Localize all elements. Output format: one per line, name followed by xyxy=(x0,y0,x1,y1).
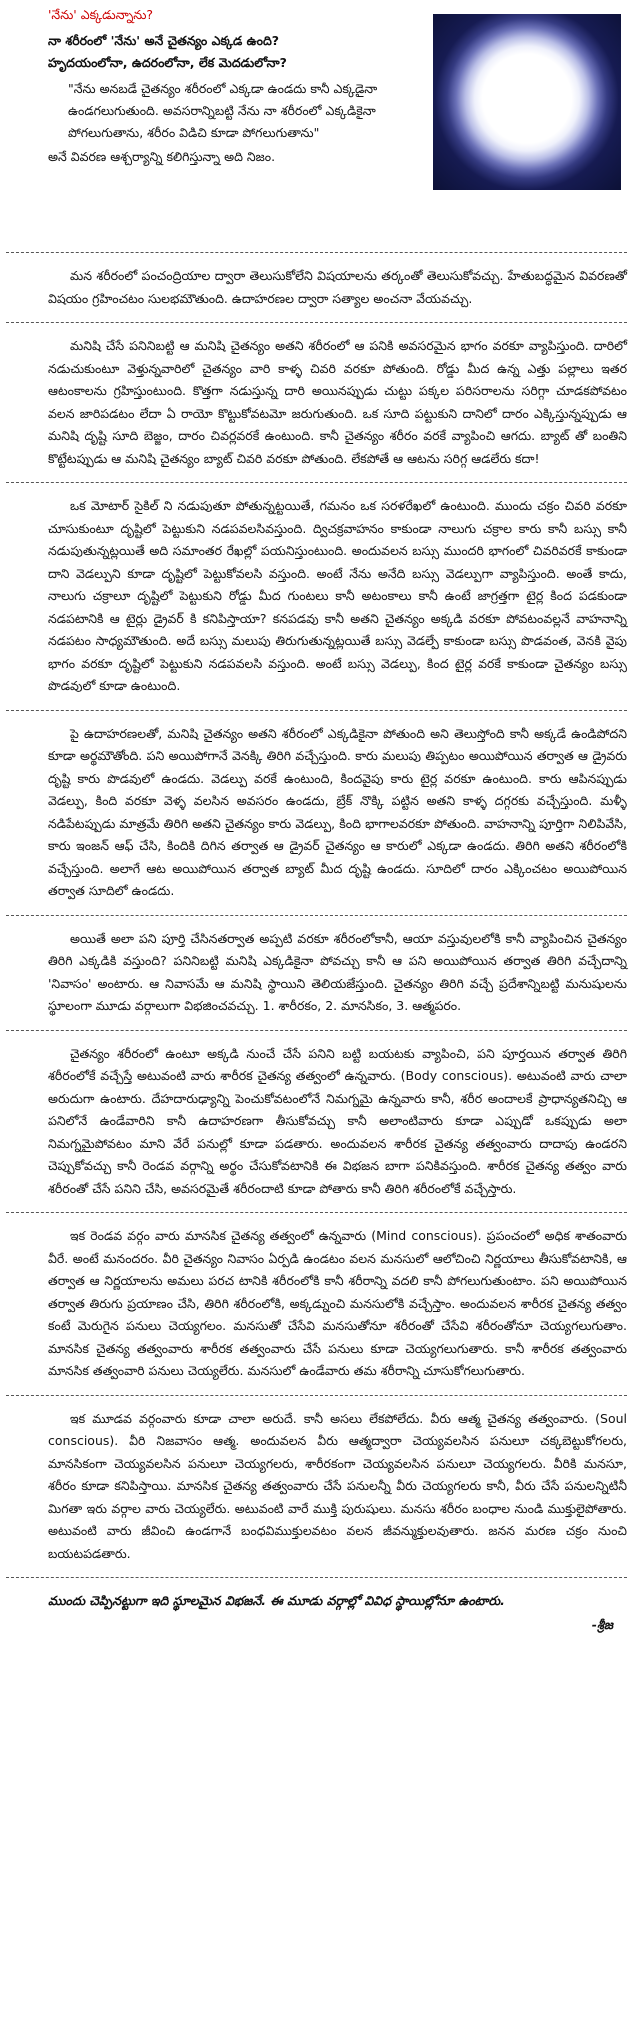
intro-question-1: నా శరీరంలో 'నేను' అనే చైతన్యం ఎక్కడ ఉంది? xyxy=(48,33,280,48)
divider xyxy=(6,322,627,323)
article-title: 'నేను' ఎక్కడున్నాను? xyxy=(48,7,154,22)
divider xyxy=(6,1030,627,1031)
orb-glow xyxy=(433,14,621,190)
divider xyxy=(6,1212,627,1213)
paragraph-3: ఒక మోటార్ సైకిల్ ని నడుపుతూ పోతున్నట్టయితే, గమనం ఒక సరళరేఖలో ఉంటుంది. ముందు చక్రం చివరి వరకూ చూసుకుంటూ దృష్టిలో పెట్టుకుని నడపవలసివస్తుంది. ద్విచక్రవాహనం కాకుండా నాలుగు చక్రాల కారు కానీ బస్సు కానీ నడుపుతున్నట్లయితే అది సమాంతర రేఖల్లో పయనిస్తుంటుంది. అందువలన బస్సు ముందరి భాగంలో చివరివరకే కాకుండా దాని వెడల్పుని కూడా దృష్టిలో పెట్టుకోవలసి వస్తుంది. అంటే నేను అనేది బస్సు వెడల్పుగా వ్యాపిస్తుంది. అంతే కాదు, నాలుగు చక్రాలూ దృష్టిలో పెట్టుకుని రోడ్డు మీద గుంటలు కానీ అటంకాలు కానీ ఉంటే జాగ్రత్తగా టైర్ల కింద పడకుండా నడపటానికి ఆ టైర్లు డ్రైవర్ కి కనిపిస్తాయా? కనపడవు కానీ అతని చైతన్యం అక్కడి వరకూ పోవటంవల్లనే వాహనాన్ని నడపటం సాధ్యమౌతుంది. అదే బస్సు మలుపు తిరుగుతున్నట్లయితే బస్సు వెడల్పే కాకుండా బస్సు పొడవంత, వెనకి వైపు భాగం వరకూ దృష్టిలో పెట్టుకుని నడపవలసి వస్తుంది. అంటే బస్సు వెడల్పు, కింద టైర్ల వరకే కాకుండా చైతన్యం బస్సు పొడవులో కూడా ఉంటుంది. xyxy=(48,498,627,693)
divider xyxy=(6,710,627,711)
glowing-orb-image xyxy=(433,14,621,190)
divider xyxy=(6,1577,627,1578)
divider xyxy=(6,1395,627,1396)
paragraph-1: మన శరీరంలో పంచంద్రియాల ద్వారా తెలుసుకోలేని విషయాలను తర్కంతో తెలుసుకోవచ్చు. హేతుబద్ధమైన వివరణతో విషయం గ్రహించటం సులభమౌతుంది. ఉదాహరణల ద్వారా సత్యాల అంచనా వేయవచ్చు. xyxy=(48,268,627,306)
divider xyxy=(6,252,627,253)
paragraph-2: మనిషి చేసే పనినిబట్టి ఆ మనిషి చైతన్యం అతని శరీరంలో ఆ పనికి అవసరమైన భాగం వరకూ వ్యాపిస్తుంది. దారిలో నడుచుకుంటూ వెళ్తున్నవారిలో చైతన్యం వారి కాళ్ళ చివరి వరకూ పోతుంది. రోడ్డు మీద ఉన్న ఎత్తు పల్లాలు ఇతర ఆటంకాలను గ్రహిస్తుంటుంది. కొత్తగా నడుస్తున్న దారి అయినప్పుడు చుట్టు పక్కల పరిసరాలను సరిగ్గా చూడకపోవటం వలన జారిపడటం లేదా ఏ రాయో కొట్టుకోవటమో జరుగుతుంది. ఒక సూది పట్టుకుని దానిలో దారం ఎక్కిస్తున్నప్పుడు ఆ మనిషి దృష్టి సూది బెజ్జం, దారం చివర్లవరకే ఉంటుంది. కానీ చైతన్యం శరీరం వరకే వ్యాపించి ఆగదు. బ్యాట్ తో బంతిని కొట్టేటప్పుడు ఆ మనిషి చైతన్యం బ్యాట్ చివరి వరకూ పోతుంది. లేకపోతే ఆ ఆటను సరిగ్గ ఆడలేరు కదా! xyxy=(48,338,627,466)
closing-note: ముందు చెప్పినట్టుగా ఇది స్థూలమైన విభజనే. ఈ మూడు వర్గాల్లో వివిధ స్థాయిల్లోనూ ఉంటారు. xyxy=(48,1593,505,1608)
paragraph-7: ఇక రెండవ వర్గం వారు మానసిక చైతన్య తత్వంలో ఉన్నవారు (Mind conscious). ప్రపంచంలో అధిక శాతంవారు వీరే. అంటే మనందరం. వీరి చైతన్యం నివాసం ఏర్పడి ఉండటం వలన మనసులో ఆలోచించి నిర్ణయాలు తీసుకోవటానికి, ఆ తర్వాత ఆ నిర్ణయాలను అమలు పరచ టానికి శరీరంలోకి కానీ శరీరాన్ని వదలి కానీ పోగలుగుతుంటాం. పని అయిపోయిన తర్వాత తిరుగు ప్రయాణం చేసి, తిరిగి శరీరంలోకి, అక్కడ్నుంచి మనసులోకి వచ్చేస్తాం. అందువలన శారీరక చైతన్య తత్వం కంటే మెరుగైన పనులు చెయ్యగలం. మనసుతో చేసేవి మనసుతోనూ శరీరంతో చేసేవి శరీరంతోనూ చెయ్యగలుగుతాం. మానసిక చైతన్య తత్వంవారు శారీరక తత్వంవారు చేసే పనులు కూడా చెయ్యగలుగుతారు. కానీ శారీరక తత్వంవారు మానసిక తత్వంవారి పనులు చెయ్యలేరు. మనసులో ఉండేవారు తమ శరీరాన్ని చూసుకోగలుగుతారు. xyxy=(48,1228,627,1378)
paragraph-6: చైతన్యం శరీరంలో ఉంటూ అక్కడి నుంచే చేసే పనిని బట్టి బయటకు వ్యాపించి, పని పూర్తయిన తర్వాత తిరిగి శరీరంలోకే వచ్చేస్తే అటువంటి వారు శారీరక చైతన్య తత్వంలో ఉన్నవారు. (Body conscious). అటువంటి వారు చాలా అరుదుగా ఉంటారు. దేహదారుఢ్యాన్ని పెంచుకోవటంలోనే నిమగ్నమై ఉన్నవారు కానీ, శరీర అందాలకే ప్రాధాన్యతనిచ్చి ఆ పనిలోనే ఉండేవారిని కానీ ఉదాహరణగా తీసుకోవచ్చు కానీ అలాంటివారు కూడా ఎప్పుడో ఒకప్పుడు అలా నిమగ్నమైపోవటం మాని వేరే పనుల్లో కూడా పడతారు. అందువలన శారీరక చైతన్య తత్వంవారు దాదాపు ఉండరని చెప్పుకోవచ్చు కానీ రెండవ వర్గాన్ని అర్థం చేసుకోవటానికి ఈ విభజన బాగా పనికివస్తుంది. శారీరక చైతన్య తత్వం వారు శరీరంతో చేసే పనిని చేసి, అవసరమైతే శరీరందాటి కూడా పోతారు కానీ తిరిగి శరీరంలోకే వచ్చేస్తారు. xyxy=(48,1045,627,1196)
intro-after-quote: అనే వివరణ ఆశ్చర్యాన్ని కలిగిస్తున్నా అది నిజం. xyxy=(48,149,276,164)
intro-block xyxy=(48,30,627,240)
intro-question-2: హృదయంలోనా, ఉదరంలోనా, లేక మెదడులోనా? xyxy=(48,55,287,70)
divider xyxy=(6,915,627,916)
paragraph-4: పై ఉదాహరణలతో, మనిషి చైతన్యం అతని శరీరంలో ఎక్కడికైనా పోతుంది అని తెలుస్తోంది కానీ అక్కడే ఉండిపోదని కూడా అర్థమౌతోంది. పని అయిపోగానే వెనక్కి తిరిగి వచ్చేస్తుంది. కారు మలుపు తిప్పటం అయిపోయిన తర్వాత ఆ డ్రైవరు దృష్టి కారు పొడవులో ఉండదు. వెడల్పు వరకే ఉంటుంది, కిందవైపు కారు టైర్ల వరకూ ఉంటుంది. కారు ఆపినప్పుడు వెడల్పు, కింది వరకూ వెళ్ళ వలసిన అవసరం ఉండదు, బ్రేక్ నొక్కి పట్టిన అతని కాళ్ళ దగ్గరకు వచ్చేస్తుంది. మళ్ళీ నడిపేటప్పుడు మాత్రమే తిరిగి అతని చైతన్యం కారు వెడల్పు, కింది భాగాలవరకూ పోతుంది. వాహనాన్ని పూర్తిగా నిలిపివేసి, కారు ఇంజన్ ఆఫ్ చేసి, కిందికి దిగిన తర్వాత ఆ డ్రైవర్ చైతన్యం ఆ కారులో ఎక్కడా ఉండదు. తిరిగి అతని శరీరంలోకి వచ్చేస్తుంది. అలాగే ఆట అయిపోయిన తర్వాత బ్యాట్ మీద దృష్టి ఉండదు. సూదిలో దారం ఎక్కించటం అయిపోయిన తర్వాత సూదిలో ఉండదు. xyxy=(48,725,627,898)
author-signature: -శ్రీజ xyxy=(591,1617,613,1632)
paragraph-8: ఇక మూడవ వర్గంవారు కూడా చాలా అరుదే. కానీ అసలు లేకపోలేదు. వీరు ఆత్మ చైతన్య తత్వంవారు. (Soul conscious). వీరి నిజవాసం ఆత్మ. అందువలన వీరు ఆత్మద్వారా చెయ్యవలసిన పనులూ చక్కబెట్టుకోగలరు, మానసికంగా చెయ్యవలసిన పనులూ చెయ్యగలరు, శారీరకంగా చెయ్యవలసిన పనులూ చెయ్యగలరు. వీరికి మనసూ, శరీరం కూడా కనిపిస్తాయి. మానసిక చైతన్య తత్వంవారు చేసే పనులన్నీ వీరు చెయ్యగలరు కానీ, వీరు చేసే పనులన్నిటినీ మిగతా ఇరు వర్గాల వారు చెయ్యలేరు. అటువంటి వారే ముక్తి పురుషులు. మనసు శరీరం బంధాల నుండి ముక్తులైపోతారు. అటువంటి వారు జీవించి ఉండగానే బంధవిముక్తులవటం వలన జీవన్ముక్తులవుతారు. జనన మరణ చక్రం నుంచి బయటపడతారు. xyxy=(48,1410,627,1561)
divider xyxy=(6,482,627,483)
intro-quote: "నేను అనబడే చైతన్యం శరీరంలో ఎక్కడా ఉండదు కానీ ఎక్కడైనా ఉండగలుగుతుంది. అవసరాన్నిబట్టి నేను నా శరీరంలో ఎక్కడికైనా పోగలుగుతాను, శరీరం విడిచి కూడా పోగలుగుతాను" xyxy=(68,81,378,140)
paragraph-5: అయితే అలా పని పూర్తి చేసినతర్వాత అప్పటి వరకూ శరీరంలోకానీ, ఆయా వస్తువులలోకి కానీ వ్యాపించిన చైతన్యం తిరిగి ఎక్కడికి వస్తుంది? పనినిబట్టి మనిషి ఎక్కడికైనా పోవచ్చు కానీ ఆ పని అయిపోయిన తర్వాత తిరిగి వచ్చేదాన్ని 'నివాసం' అంటారు. ఆ నివాసమే ఆ మనిషి స్థాయిని తెలియజేస్తుంది. చైతన్యం తిరిగి వచ్చే ప్రదేశాన్నిబట్టి మనుషులను స్థూలంగా మూడు వర్గాలుగా విభజించవచ్చు. 1. శారీరకం, 2. మానసికం, 3. ఆత్మపరం. xyxy=(48,930,627,1013)
